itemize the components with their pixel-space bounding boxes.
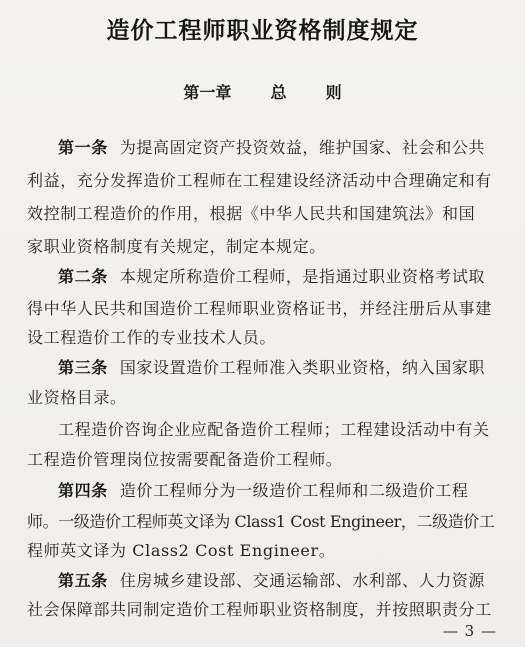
- body-line: 业资格目录。: [27, 388, 127, 407]
- body-line: 设工程造价工作的专业技术人员。: [27, 328, 277, 347]
- article-label: 第三条: [58, 358, 108, 377]
- article-line: [58, 357, 498, 379]
- article-line: [58, 570, 498, 592]
- body-line: 程师英文译为 Class2 Cost Engineer。: [27, 541, 336, 560]
- article-label: 第四条: [58, 481, 108, 500]
- chapter-label: 第一章: [183, 83, 232, 102]
- chapter-name-1: 总: [270, 83, 287, 102]
- article-line: [58, 266, 498, 288]
- body-line: 利益，充分发挥造价工程师在工程建设经济活动中合理确定和有: [27, 171, 492, 190]
- article-line: [58, 137, 498, 159]
- article-text: 国家设置造价工程师准入类职业资格，纳入国家职: [119, 358, 486, 377]
- body-line: 工程造价管理岗位按需要配备造价工程师。: [27, 450, 343, 469]
- article-label: 第五条: [58, 571, 108, 590]
- body-line: 家职业资格制度有关规定，制定本规定。: [27, 237, 326, 256]
- document-title: 造价工程师职业资格制度规定: [106, 18, 419, 44]
- page-number: — 3 —: [442, 622, 497, 640]
- article-label: 第二条: [58, 267, 108, 286]
- chapter-name-2: 则: [325, 83, 342, 102]
- body-line: 工程造价咨询企业应配备造价工程师；工程建设活动中有关: [58, 420, 490, 439]
- body-line: 得中华人民共和国造价工程师职业资格证书，并经注册后从事建: [27, 299, 492, 318]
- article-text: 造价工程师分为一级造价工程师和二级造价工程: [119, 481, 469, 500]
- article-text: 为提高固定资产投资效益，维护国家、社会和公共: [119, 138, 486, 157]
- article-label: 第一条: [58, 138, 108, 157]
- body-line: 师。一级造价工程师英文译为 Class1 Cost Engineer，二级造价工: [27, 512, 495, 531]
- body-line: 效控制工程造价的作用，根据《中华人民共和国建筑法》和国: [27, 204, 476, 223]
- article-text: 住房城乡建设部、交通运输部、水利部、人力资源: [119, 571, 486, 590]
- article-text: 本规定所称造价工程师，是指通过职业资格考试取: [119, 267, 486, 286]
- chapter-heading: [0, 80, 525, 103]
- body-line: 社会保障部共同制定造价工程师职业资格制度，并按照职责分工: [27, 600, 492, 619]
- article-line: [58, 480, 498, 502]
